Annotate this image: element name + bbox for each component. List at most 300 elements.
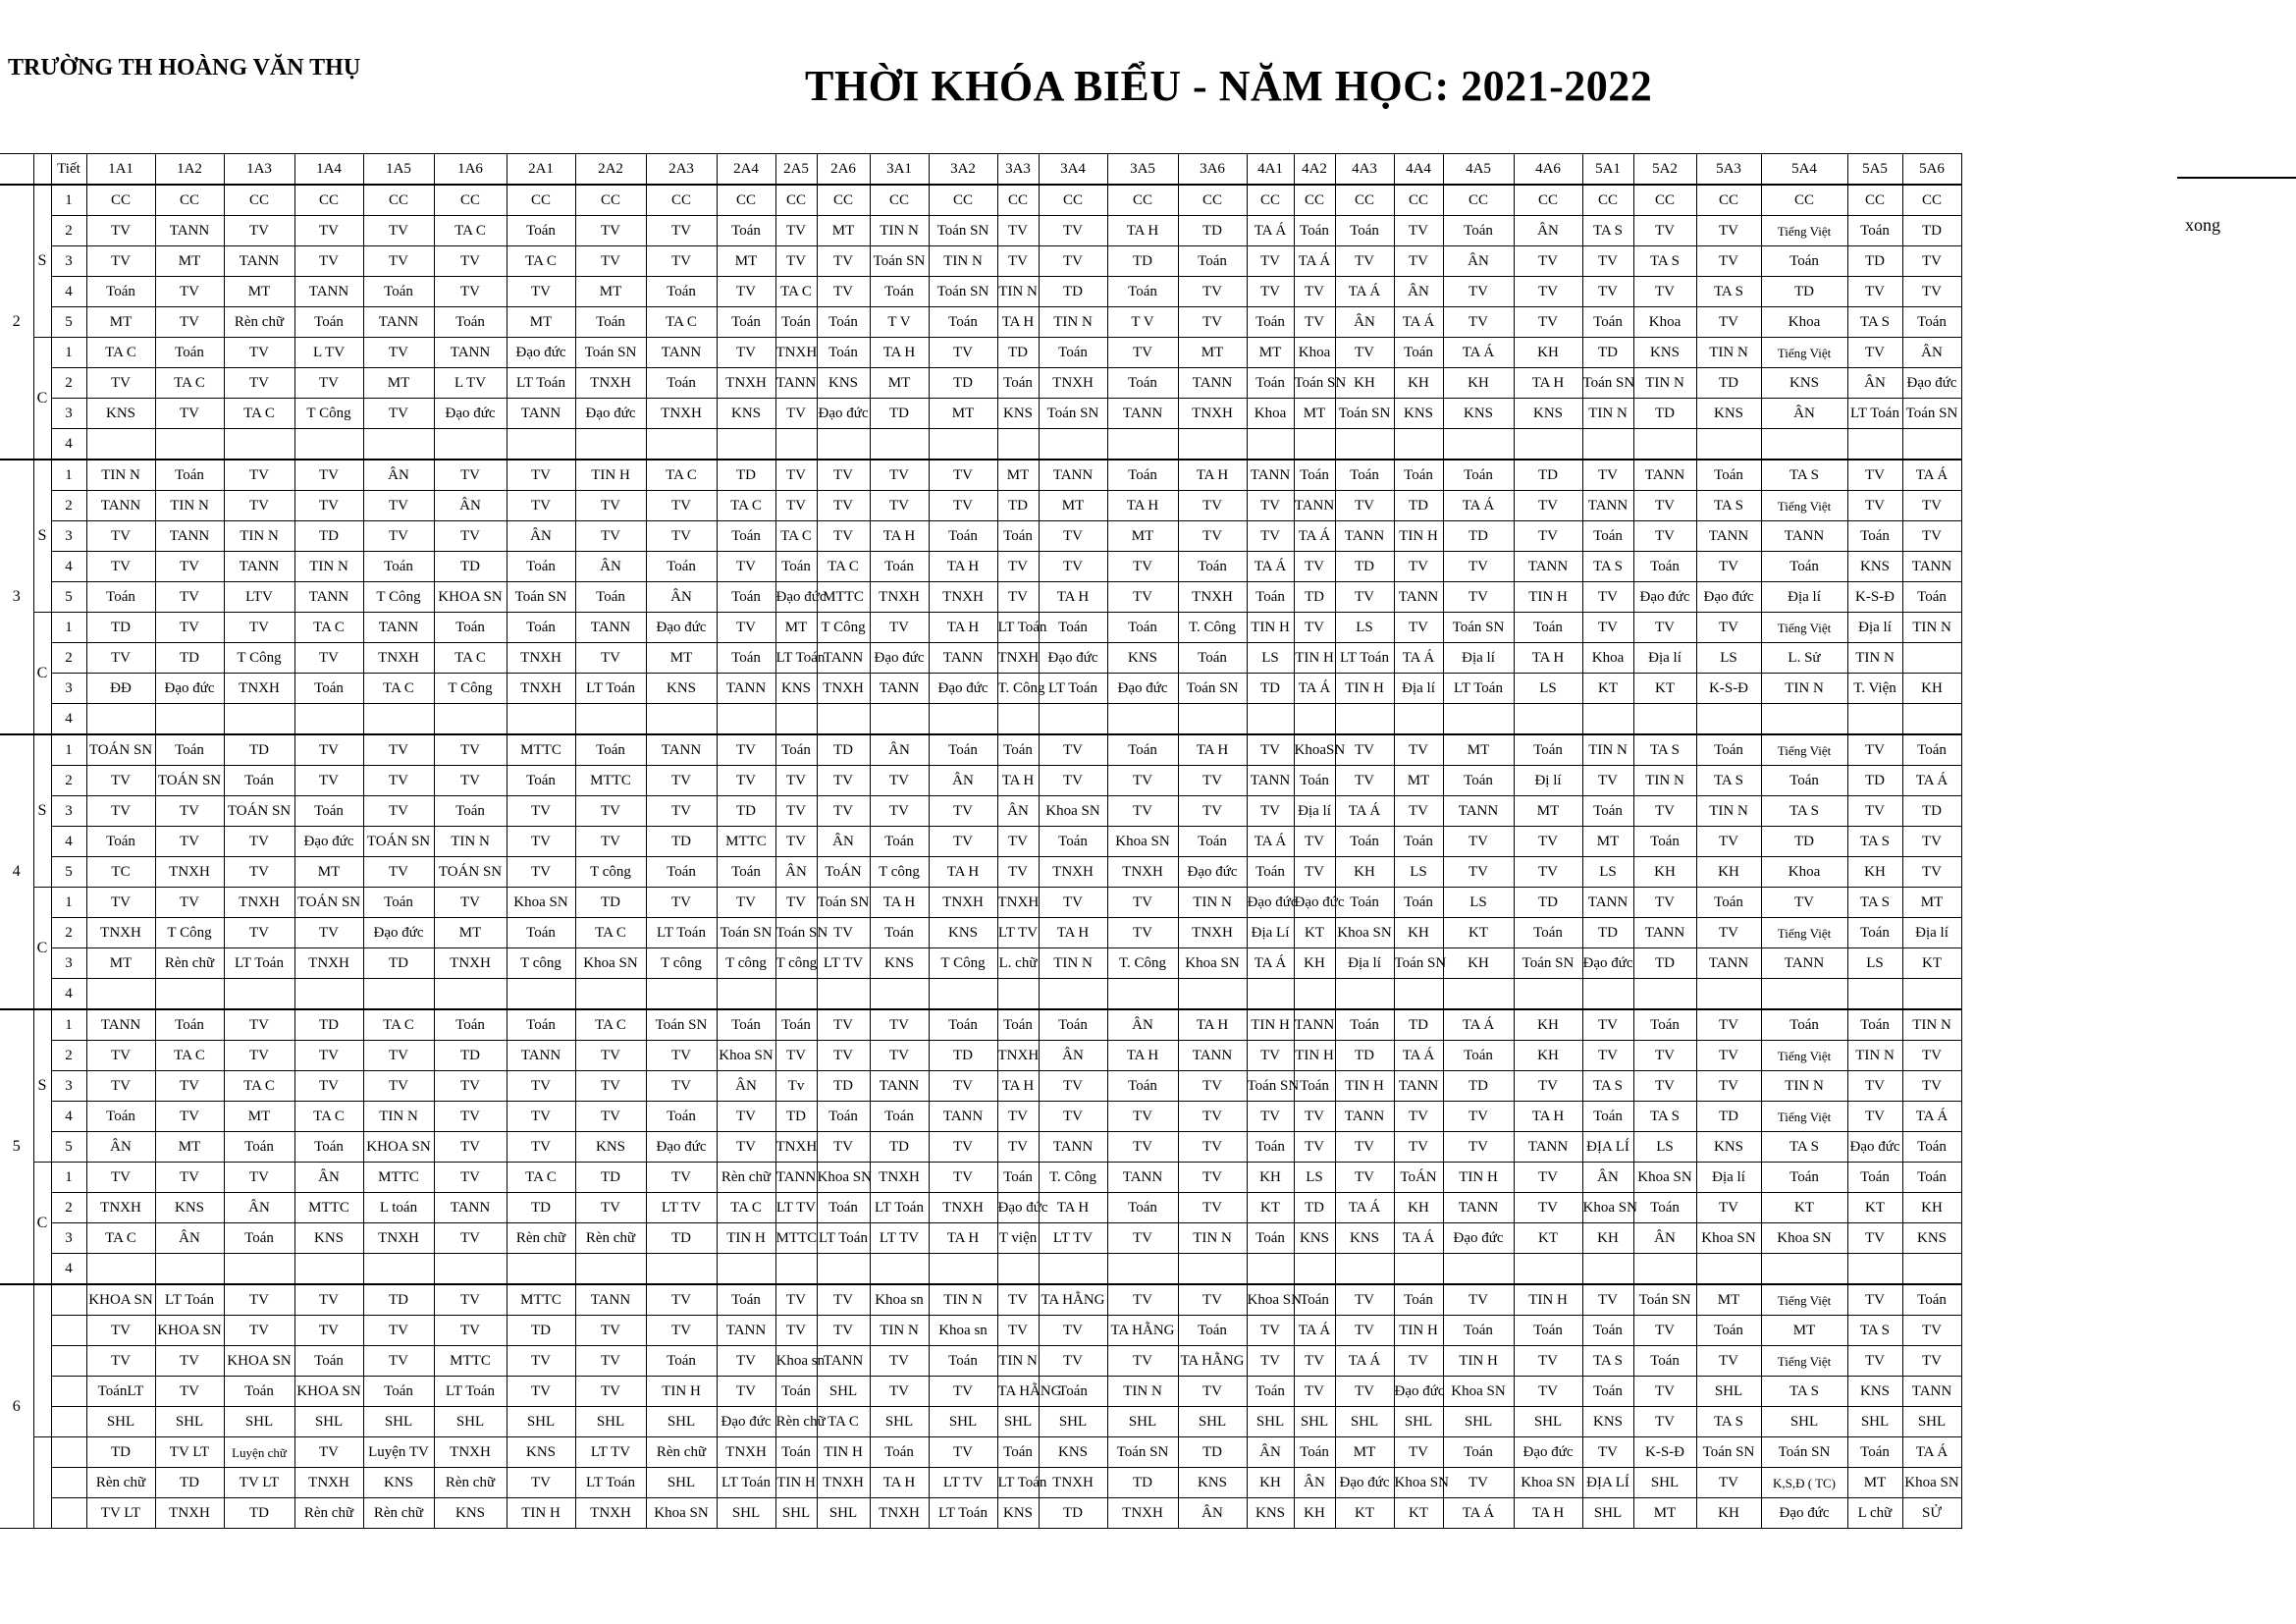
subject-cell: MT: [155, 246, 224, 277]
subject-cell: TV: [1633, 888, 1696, 918]
subject-cell: TNXH: [363, 643, 434, 674]
subject-cell: TV: [1247, 1041, 1294, 1071]
subject-cell: KH: [1902, 674, 1961, 704]
subject-cell: [1443, 704, 1514, 735]
subject-cell: [817, 979, 870, 1010]
subject-cell: TANN: [1394, 582, 1443, 613]
subject-cell: TV: [646, 1041, 717, 1071]
subject-cell: Tv: [775, 1071, 817, 1102]
subject-cell: T Công: [363, 582, 434, 613]
subject-cell: Đạo đức: [1696, 582, 1761, 613]
subject-cell: [224, 704, 294, 735]
subject-cell: TD: [717, 796, 775, 827]
period-number: 5: [51, 307, 86, 338]
subject-cell: [870, 1254, 929, 1285]
subject-cell: LS: [1514, 674, 1582, 704]
subject-cell: CC: [1394, 185, 1443, 216]
subject-cell: TD: [1696, 1102, 1761, 1132]
period-row: [0, 918, 1961, 948]
subject-cell: Toán: [1847, 1437, 1902, 1468]
class-header: 4A5: [1443, 154, 1514, 186]
subject-cell: Toán: [1847, 521, 1902, 552]
subject-cell: CC: [155, 185, 224, 216]
subject-cell: [1178, 979, 1247, 1010]
subject-cell: Đạo đức: [646, 613, 717, 643]
subject-cell: [1107, 429, 1178, 460]
subject-cell: KT: [1247, 1193, 1294, 1223]
subject-cell: Rèn chữ: [363, 1498, 434, 1529]
subject-cell: TA H: [870, 1468, 929, 1498]
subject-cell: Toán: [1443, 1316, 1514, 1346]
subject-cell: Toán SN: [1335, 399, 1394, 429]
subject-cell: TV: [1902, 1316, 1961, 1346]
subject-cell: Đạo đức: [1394, 1377, 1443, 1407]
subject-cell: CC: [434, 185, 507, 216]
subject-cell: TANN: [1902, 552, 1961, 582]
subject-cell: TV: [294, 766, 363, 796]
subject-cell: TA Á: [1294, 1316, 1335, 1346]
subject-cell: TD: [1847, 246, 1902, 277]
subject-cell: Toán: [717, 307, 775, 338]
class-header: 2A4: [717, 154, 775, 186]
subject-cell: TV: [1443, 1102, 1514, 1132]
subject-cell: [1335, 704, 1394, 735]
subject-cell: Toán: [817, 338, 870, 368]
subject-cell: TIN N: [155, 491, 224, 521]
subject-cell: TV: [575, 491, 646, 521]
subject-cell: TV: [1107, 1102, 1178, 1132]
subject-cell: TV: [434, 1316, 507, 1346]
period-row: [0, 1163, 1961, 1193]
period-row: [0, 766, 1961, 796]
subject-cell: TIN H: [1294, 643, 1335, 674]
subject-cell: SHL: [224, 1407, 294, 1437]
subject-cell: Rèn chữ: [646, 1437, 717, 1468]
subject-cell: TV: [224, 1163, 294, 1193]
subject-cell: TV: [1902, 857, 1961, 888]
subject-cell: TD: [1761, 827, 1847, 857]
subject-cell: TV: [997, 827, 1039, 857]
subject-cell: LT Toán: [1847, 399, 1902, 429]
period-number: 3: [51, 948, 86, 979]
subject-cell: Toán SN: [646, 1009, 717, 1041]
subject-cell: TV: [363, 491, 434, 521]
subject-cell: MT: [1696, 1284, 1761, 1316]
subject-cell: MT: [575, 277, 646, 307]
subject-cell: TNXH: [1178, 582, 1247, 613]
subject-cell: TANN: [870, 1071, 929, 1102]
subject-cell: MT: [646, 643, 717, 674]
subject-cell: ÂN: [870, 734, 929, 766]
subject-cell: TV: [224, 338, 294, 368]
subject-cell: TA S: [1696, 277, 1761, 307]
subject-cell: TV: [363, 216, 434, 246]
subject-cell: LT TV: [646, 1193, 717, 1223]
subject-cell: [1107, 1254, 1178, 1285]
subject-cell: TIN N: [1107, 1377, 1178, 1407]
subject-cell: TV: [1443, 552, 1514, 582]
subject-cell: CC: [1696, 185, 1761, 216]
subject-cell: TA C: [86, 1223, 155, 1254]
subject-cell: TA S: [1761, 460, 1847, 491]
subject-cell: Toán: [1761, 246, 1847, 277]
subject-cell: Toán: [1633, 827, 1696, 857]
subject-cell: [1178, 704, 1247, 735]
subject-cell: TANN: [929, 1102, 997, 1132]
subject-cell: TD: [1335, 1041, 1394, 1071]
subject-cell: TV: [1394, 1346, 1443, 1377]
subject-cell: [507, 429, 575, 460]
subject-cell: Khoa SN: [1039, 796, 1107, 827]
subject-cell: TV: [1514, 1377, 1582, 1407]
subject-cell: L. chữ: [997, 948, 1039, 979]
subject-cell: TANN: [1582, 491, 1633, 521]
subject-cell: Toán: [775, 1009, 817, 1041]
subject-cell: MT: [155, 1132, 224, 1163]
subject-cell: KNS: [1335, 1223, 1394, 1254]
subject-cell: MT: [363, 368, 434, 399]
subject-cell: TV: [1394, 216, 1443, 246]
subject-cell: TANN: [1178, 368, 1247, 399]
subject-cell: [1761, 1254, 1847, 1285]
subject-cell: TA Á: [1443, 1498, 1514, 1529]
subject-cell: KNS: [294, 1223, 363, 1254]
subject-cell: TIN N: [870, 1316, 929, 1346]
subject-cell: ÂN: [86, 1132, 155, 1163]
subject-cell: Toán SN: [1514, 948, 1582, 979]
subject-cell: TV: [1039, 1316, 1107, 1346]
subject-cell: TA Á: [1335, 1193, 1394, 1223]
subject-cell: TD: [1294, 582, 1335, 613]
subject-cell: LS: [1633, 1132, 1696, 1163]
subject-cell: TV: [1107, 796, 1178, 827]
subject-cell: Toán SN: [1696, 1437, 1761, 1468]
subject-cell: Toán: [717, 857, 775, 888]
subject-cell: TV: [1696, 1009, 1761, 1041]
subject-cell: Toán: [294, 1346, 363, 1377]
subject-cell: Toán: [646, 277, 717, 307]
subject-cell: MT: [870, 368, 929, 399]
subject-cell: Toán: [717, 1284, 775, 1316]
subject-cell: TV: [717, 277, 775, 307]
subject-cell: TV: [294, 1041, 363, 1071]
subject-cell: TV: [507, 460, 575, 491]
subject-cell: KNS: [155, 1193, 224, 1223]
session-label: S: [33, 734, 51, 888]
subject-cell: Toán: [155, 460, 224, 491]
subject-cell: TV: [870, 460, 929, 491]
subject-cell: [1633, 429, 1696, 460]
subject-cell: TV: [1107, 338, 1178, 368]
subject-cell: TA S: [1582, 216, 1633, 246]
subject-cell: TV: [717, 552, 775, 582]
subject-cell: TANN: [294, 277, 363, 307]
subject-cell: TA H: [870, 338, 929, 368]
class-header: 2A2: [575, 154, 646, 186]
subject-cell: [1582, 704, 1633, 735]
period-row: [0, 674, 1961, 704]
subject-cell: TA H: [929, 613, 997, 643]
subject-cell: T viện: [997, 1223, 1039, 1254]
subject-cell: TV: [1696, 216, 1761, 246]
subject-cell: Toán: [646, 857, 717, 888]
subject-cell: TIN H: [1247, 1009, 1294, 1041]
subject-cell: ÂN: [1247, 1437, 1294, 1468]
subject-cell: TV: [1178, 796, 1247, 827]
subject-cell: [997, 429, 1039, 460]
subject-cell: CC: [717, 185, 775, 216]
subject-cell: [86, 979, 155, 1010]
subject-cell: TD: [1847, 766, 1902, 796]
subject-cell: TA S: [1696, 766, 1761, 796]
subject-cell: TIN N: [1178, 1223, 1247, 1254]
header-row: [0, 154, 1961, 186]
period-row: [0, 1254, 1961, 1285]
subject-cell: TV: [929, 827, 997, 857]
subject-cell: TV: [86, 1316, 155, 1346]
class-header: 2A5: [775, 154, 817, 186]
subject-cell: Toán: [1443, 460, 1514, 491]
subject-cell: KNS: [1696, 399, 1761, 429]
subject-cell: Đạo đức: [997, 1193, 1039, 1223]
subject-cell: ÂN: [717, 1071, 775, 1102]
subject-cell: TV: [1514, 1071, 1582, 1102]
subject-cell: LT Toán: [1335, 643, 1394, 674]
subject-cell: KT: [1294, 918, 1335, 948]
period-number: 1: [51, 1163, 86, 1193]
subject-cell: KNS: [646, 674, 717, 704]
subject-cell: Khoa SN: [1335, 918, 1394, 948]
subject-cell: KH: [1247, 1163, 1294, 1193]
class-header: 5A5: [1847, 154, 1902, 186]
subject-cell: CC: [870, 185, 929, 216]
subject-cell: TV: [155, 582, 224, 613]
subject-cell: Toán SN: [1178, 674, 1247, 704]
subject-cell: CC: [1761, 185, 1847, 216]
subject-cell: TV: [575, 521, 646, 552]
subject-cell: Khoa SN: [507, 888, 575, 918]
subject-cell: [1247, 704, 1294, 735]
subject-cell: TNXH: [870, 1163, 929, 1193]
subject-cell: TV: [1582, 460, 1633, 491]
subject-cell: Toán: [86, 582, 155, 613]
subject-cell: TV: [1178, 491, 1247, 521]
class-header: 1A5: [363, 154, 434, 186]
subject-cell: TV: [817, 766, 870, 796]
subject-cell: Khoa SN: [1514, 1468, 1582, 1498]
period-number: [51, 1346, 86, 1377]
subject-cell: TD: [1335, 552, 1394, 582]
subject-cell: TV: [363, 1041, 434, 1071]
subject-cell: TV: [434, 246, 507, 277]
class-header: 1A3: [224, 154, 294, 186]
subject-cell: TV: [646, 1284, 717, 1316]
subject-cell: TANN: [1761, 521, 1847, 552]
subject-cell: TV: [870, 796, 929, 827]
subject-cell: [1847, 979, 1902, 1010]
subject-cell: TA Á: [1294, 521, 1335, 552]
subject-cell: Toán: [1247, 1223, 1294, 1254]
subject-cell: Đạo đức: [1582, 948, 1633, 979]
subject-cell: TV: [1696, 613, 1761, 643]
subject-cell: Tiếng Việt: [1761, 918, 1847, 948]
subject-cell: KNS: [997, 1498, 1039, 1529]
subject-cell: Toán: [1394, 827, 1443, 857]
subject-cell: KH: [1294, 1498, 1335, 1529]
period-row: [0, 1346, 1961, 1377]
subject-cell: TV: [775, 827, 817, 857]
subject-cell: TV: [1335, 491, 1394, 521]
day-label: 4: [0, 734, 33, 1009]
class-header: 1A1: [86, 154, 155, 186]
subject-cell: Toán: [1294, 1437, 1335, 1468]
subject-cell: TA Á: [1443, 1009, 1514, 1041]
subject-cell: SHL: [1514, 1407, 1582, 1437]
subject-cell: TV: [1582, 1437, 1633, 1468]
subject-cell: TA Á: [1902, 460, 1961, 491]
subject-cell: TV: [224, 827, 294, 857]
subject-cell: [434, 979, 507, 1010]
subject-cell: TV: [1443, 582, 1514, 613]
subject-cell: TA H: [870, 521, 929, 552]
subject-cell: [1902, 1254, 1961, 1285]
subject-cell: TV: [1696, 307, 1761, 338]
subject-cell: TV: [1247, 246, 1294, 277]
subject-cell: TV: [434, 1284, 507, 1316]
subject-cell: TV: [817, 1284, 870, 1316]
subject-cell: ÂN: [1902, 338, 1961, 368]
subject-cell: TV: [1335, 1163, 1394, 1193]
subject-cell: Toán: [1633, 552, 1696, 582]
subject-cell: TA C: [817, 552, 870, 582]
subject-cell: TD: [155, 1468, 224, 1498]
subject-cell: [997, 1254, 1039, 1285]
subject-cell: TV: [1178, 766, 1247, 796]
subject-cell: TA H: [1514, 643, 1582, 674]
subject-cell: TD: [86, 1437, 155, 1468]
period-number: 4: [51, 704, 86, 735]
subject-cell: Toán SN: [1039, 399, 1107, 429]
subject-cell: Đạo đức: [1514, 1437, 1582, 1468]
subject-cell: Toán: [1178, 643, 1247, 674]
period-row: [0, 460, 1961, 491]
subject-cell: TV: [224, 460, 294, 491]
class-header: 3A6: [1178, 154, 1247, 186]
subject-cell: TANN: [1902, 1377, 1961, 1407]
subject-cell: TV: [817, 1132, 870, 1163]
period-row: [0, 552, 1961, 582]
period-number: 2: [51, 368, 86, 399]
subject-cell: TANN: [1335, 521, 1394, 552]
subject-cell: Khoa sn: [775, 1346, 817, 1377]
subject-cell: TV: [997, 857, 1039, 888]
subject-cell: TV: [1178, 1193, 1247, 1223]
subject-cell: Rèn chữ: [86, 1468, 155, 1498]
subject-cell: TV: [1039, 888, 1107, 918]
subject-cell: TV: [86, 552, 155, 582]
subject-cell: TANN: [817, 643, 870, 674]
period-number: [51, 1284, 86, 1316]
subject-cell: KH: [1335, 368, 1394, 399]
subject-cell: TV: [507, 827, 575, 857]
subject-cell: TA H: [1178, 734, 1247, 766]
subject-cell: SHL: [775, 1498, 817, 1529]
subject-cell: ÂN: [775, 857, 817, 888]
subject-cell: SHL: [155, 1407, 224, 1437]
subject-cell: Toán: [929, 1346, 997, 1377]
subject-cell: TIN N: [1696, 796, 1761, 827]
subject-cell: TV: [155, 399, 224, 429]
subject-cell: TNXH: [997, 1041, 1039, 1071]
subject-cell: TV: [997, 216, 1039, 246]
class-header: 1A4: [294, 154, 363, 186]
subject-cell: TV: [1335, 766, 1394, 796]
subject-cell: Khoa SN: [1107, 827, 1178, 857]
subject-cell: TV: [1294, 307, 1335, 338]
subject-cell: LT TV: [870, 1223, 929, 1254]
subject-cell: [1294, 1254, 1335, 1285]
subject-cell: TNXH: [1107, 1498, 1178, 1529]
subject-cell: TIN N: [929, 1284, 997, 1316]
subject-cell: TV: [1178, 1132, 1247, 1163]
subject-cell: [1847, 1254, 1902, 1285]
subject-cell: TIN N: [1633, 766, 1696, 796]
subject-cell: Toán: [1443, 766, 1514, 796]
subject-cell: Toán: [224, 1132, 294, 1163]
subject-cell: TV: [363, 734, 434, 766]
subject-cell: ToánLT: [86, 1377, 155, 1407]
period-row: [0, 1377, 1961, 1407]
subject-cell: KT: [1394, 1498, 1443, 1529]
subject-cell: TIN H: [575, 460, 646, 491]
subject-cell: KNS: [1696, 1132, 1761, 1163]
subject-cell: TV: [575, 643, 646, 674]
subject-cell: Tiếng Việt: [1761, 1346, 1847, 1377]
subject-cell: Toán: [1394, 1284, 1443, 1316]
subject-cell: TNXH: [929, 582, 997, 613]
subject-cell: TV: [717, 1102, 775, 1132]
subject-cell: [1514, 429, 1582, 460]
subject-cell: KH: [1247, 1468, 1294, 1498]
subject-cell: TV: [1335, 734, 1394, 766]
subject-cell: TD: [1178, 1437, 1247, 1468]
subject-cell: Đạo đức: [1847, 1132, 1902, 1163]
subject-cell: TNXH: [224, 674, 294, 704]
subject-cell: TIN H: [646, 1377, 717, 1407]
subject-cell: TV: [646, 1071, 717, 1102]
period-row: [0, 399, 1961, 429]
subject-cell: Tiếng Việt: [1761, 491, 1847, 521]
subject-cell: Toán: [717, 643, 775, 674]
subject-cell: TA H: [1039, 918, 1107, 948]
subject-cell: MT: [1394, 766, 1443, 796]
subject-cell: TD: [224, 1498, 294, 1529]
subject-cell: Toán: [1514, 1316, 1582, 1346]
subject-cell: TIN N: [1696, 338, 1761, 368]
subject-cell: TD: [155, 643, 224, 674]
subject-cell: TV: [86, 1346, 155, 1377]
subject-cell: TV: [1335, 1316, 1394, 1346]
subject-cell: Toán SN: [929, 277, 997, 307]
class-header: 2A1: [507, 154, 575, 186]
subject-cell: MT: [997, 460, 1039, 491]
subject-cell: Đạo đức: [817, 399, 870, 429]
subject-cell: Toán: [1582, 1377, 1633, 1407]
subject-cell: T V: [1107, 307, 1178, 338]
day-label: 2: [0, 185, 33, 460]
subject-cell: TANN: [775, 1163, 817, 1193]
subject-cell: TANN: [775, 368, 817, 399]
